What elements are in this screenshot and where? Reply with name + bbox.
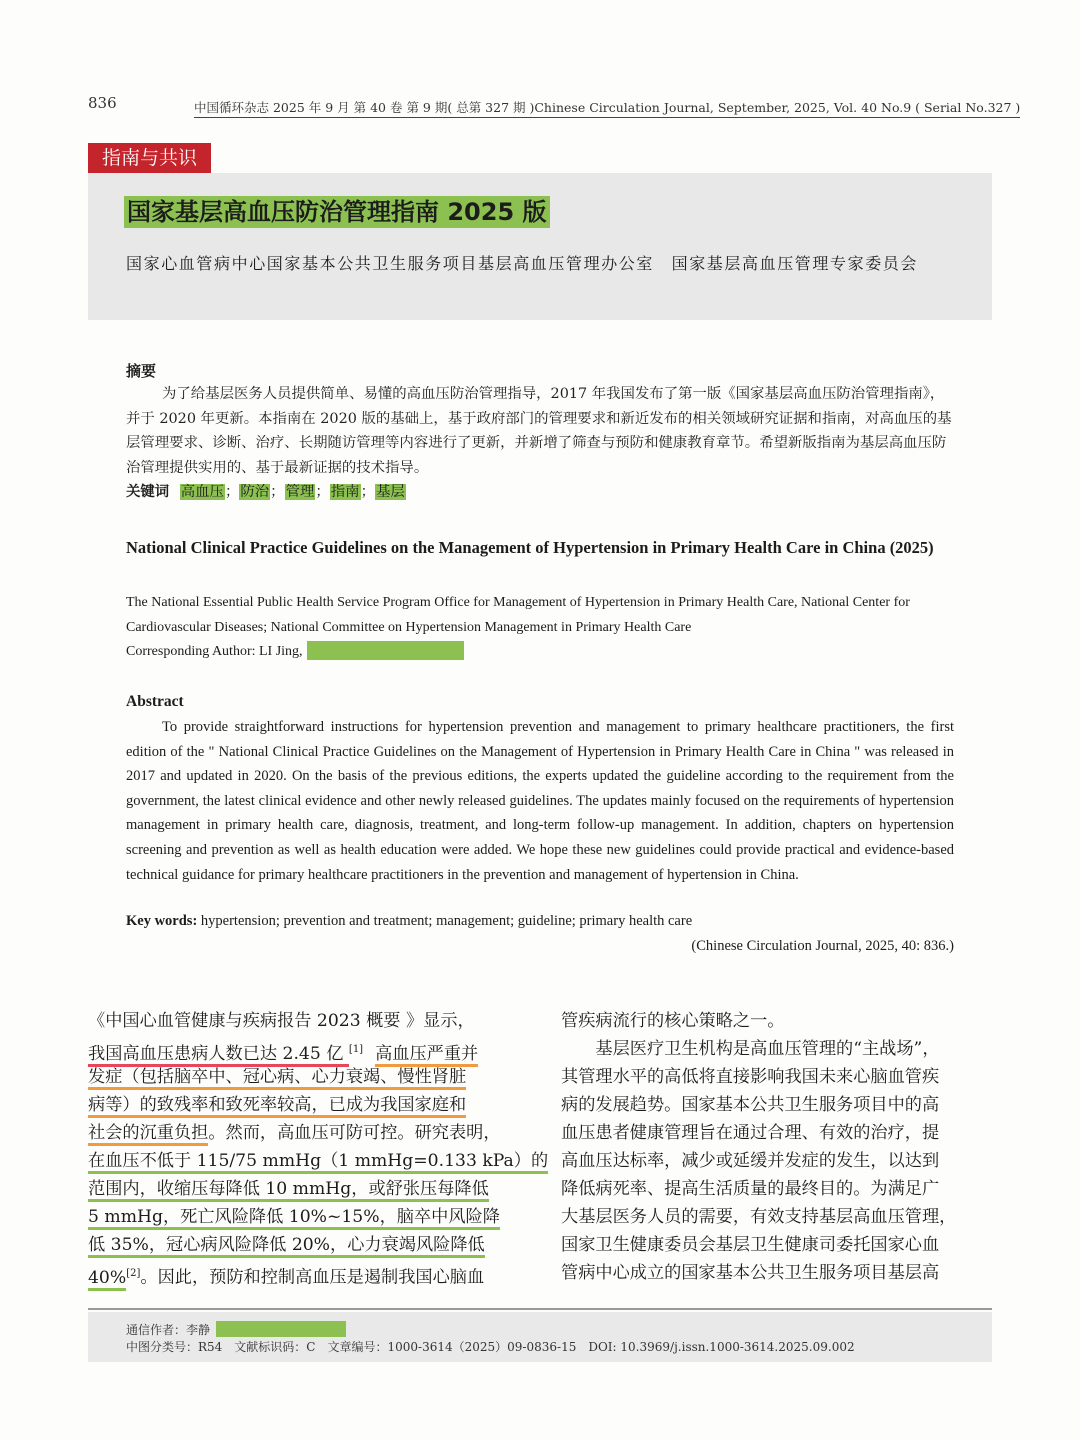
english-title: National Clinical Practice Guidelines on the Management of Hypertension in Primary Health Care in China (2025) bbox=[126, 538, 934, 557]
page-number: 836 bbox=[88, 94, 117, 112]
highlight-orange: 社会的沉重负担 bbox=[88, 1123, 208, 1146]
keywords-cn bbox=[126, 481, 406, 503]
reference-2[interactable]: [2] bbox=[126, 1268, 141, 1279]
body-line: 大基层医务人员的需要，有效支持基层高血压管理， bbox=[561, 1207, 957, 1227]
redaction-block bbox=[307, 641, 464, 660]
abstract-en-heading: Abstract bbox=[126, 693, 184, 710]
keywords-en-text: hypertension; prevention and treatment; management; guideline; primary health care bbox=[200, 913, 693, 929]
body-right-column bbox=[561, 1008, 993, 1288]
body-line bbox=[88, 1092, 466, 1120]
abstract-en-text: To provide straightforward instructions for hypertension prevention and management to primary healthcare practitioners, the first edition of the " National Clinical Practice Guidelines on the Management of Hypertension in Primary Health Care in China " was released in 2017 and updated in 2020. On the basis of the previous editions, the experts updated the guideline according to the requirement from the government, the latest clinical evidence and other newly released guidelines. The updates mainly focused on the requirements of hypertension management in primary health care, diagnosis, treatment, and long-term follow-up management. In addition, chapters on hypertension screening and prevention as well as health education were added. We hope these new guidelines could provide practical and evidence-based technical guidance for primary healthcare practitioners in the prevention and management of hypertension in China. bbox=[126, 719, 954, 883]
highlight-red: 我国高血压患病人数已达 2.45 亿 bbox=[88, 1044, 349, 1067]
highlight-green: 低 35%，冠心病风险降低 20%，心力衰竭风险降低 bbox=[88, 1235, 485, 1258]
footer-classification: 中图分类号：R54 文献标识码：C 文章编号：1000-3614（2025）09-0836-15 DOI: 10.3969/j.issn.1000-3614.2025.09.002 bbox=[126, 1340, 855, 1354]
footer-corresponding bbox=[126, 1321, 346, 1338]
keyword-separator: ； bbox=[315, 484, 330, 500]
highlight-green: 范围内，收缩压每降低 10 mmHg，或舒张压每降低 bbox=[88, 1179, 489, 1202]
keyword: 高血压 bbox=[180, 484, 224, 500]
body-line bbox=[88, 1148, 548, 1176]
highlight-green: 5 mmHg，死亡风险降低 10%~15%，脑卒中风险降 bbox=[88, 1207, 500, 1230]
body-line bbox=[88, 1176, 489, 1204]
highlight-orange: 发症（包括脑卒中、冠心病、心力衰竭、慢性肾脏 bbox=[88, 1067, 466, 1090]
body-line bbox=[88, 1232, 485, 1260]
keyword-separator: ； bbox=[270, 484, 285, 500]
body-line bbox=[88, 1064, 466, 1092]
body-left-column bbox=[88, 1008, 549, 1288]
footer-divider bbox=[88, 1308, 992, 1310]
reference-1[interactable]: [1] bbox=[348, 1044, 364, 1055]
redaction-block bbox=[216, 1321, 346, 1337]
body-line: 基层医疗卫生机构是高血压管理的“主战场”， bbox=[561, 1039, 940, 1059]
body-text: 《中国心血管健康与疾病报告 2023 概要 》显示， bbox=[88, 1011, 475, 1031]
highlight-green: 在血压不低于 115/75 mmHg（1 mmHg=0.133 kPa）的 bbox=[88, 1151, 548, 1174]
corresponding-author bbox=[126, 641, 464, 662]
body-line: 国家卫生健康委员会基层卫生健康司委托国家心血 bbox=[561, 1235, 940, 1255]
keyword: 管理 bbox=[285, 484, 315, 500]
corresponding-label: Corresponding Author: LI Jing, bbox=[126, 644, 303, 659]
authors-cn: 国家心血管病中心国家基本公共卫生服务项目基层高血压管理办公室 国家基层高血压管理专家委员会 bbox=[126, 254, 919, 273]
keyword: 防治 bbox=[240, 484, 270, 500]
body-text: 。然而，高血压可防可控。研究表明， bbox=[208, 1123, 501, 1143]
highlight-orange: 病等）的致残率和致死率较高，已成为我国家庭和 bbox=[88, 1095, 466, 1118]
abstract-cn-text: 为了给基层医务人员提供简单、易懂的高血压防治管理指导，2017 年我国发布了第一版《国家基层高血压防治管理指南》，并于 2020 年更新。本指南在 2020 版的基础上，基于政府部门的管理要求和新近发布的相关领域研究证据和指南，对高血压的基层管理要求、诊断、治疗、长期随访管理等内容进行了更新，并新增了筛查与预防和健康教育章节。希望新版指南为基层高血压防治管理提供实用的、基于最新证据的技术指导。 bbox=[126, 386, 952, 476]
body-line: 管病中心成立的国家基本公共卫生服务项目基层高 bbox=[561, 1263, 940, 1283]
body-line: 管疾病流行的核心策略之一。 bbox=[561, 1011, 785, 1031]
body-text: 。因此，预防和控制高血压是遏制我国心脑血 bbox=[140, 1267, 485, 1288]
keyword-separator: ； bbox=[224, 484, 240, 500]
keyword-separator: ； bbox=[360, 484, 375, 500]
body-line bbox=[88, 1120, 501, 1148]
keywords-cn-label: 关键词 bbox=[126, 483, 170, 500]
body-line: 血压患者健康管理旨在通过合理、有效的治疗，提 bbox=[561, 1123, 940, 1143]
body-line bbox=[88, 1008, 475, 1036]
abstract-cn-heading: 摘要 bbox=[126, 362, 157, 380]
article-title: 国家基层高血压防治管理指南 2025 版 bbox=[124, 196, 550, 228]
footer-corresponding-text: 通信作者：李静 bbox=[126, 1323, 211, 1337]
body-line: 降低病死率、提高生活质量的最终目的。为满足广 bbox=[561, 1179, 940, 1199]
body-line: 高血压达标率，减少或延缓并发症的发生，以达到 bbox=[561, 1151, 940, 1171]
body-line bbox=[88, 1204, 500, 1232]
highlight-green: 40% bbox=[88, 1268, 126, 1291]
keyword: 指南 bbox=[330, 484, 360, 500]
body-line: 其管理水平的高低将直接影响我国未来心脑血管疾 bbox=[561, 1067, 940, 1087]
keywords-en-label: Key words: bbox=[126, 913, 198, 929]
keywords-en bbox=[126, 913, 692, 930]
citation: (Chinese Circulation Journal, 2025, 40: 836.) bbox=[691, 938, 954, 954]
english-authors: The National Essential Public Health Service Program Office for Management of Hypertension in Primary Health Care, National Center for Cardiovascular Diseases; National Committee on Hypertension Management in Primary Health Care bbox=[126, 595, 910, 635]
body-line bbox=[88, 1260, 484, 1293]
running-header: 中国循环杂志 2025 年 9 月 第 40 卷 第 9 期( 总第 327 期 )Chinese Circulation Journal, September, 2025, Vol. 40 No.9 ( Serial No.327 ) bbox=[194, 98, 1020, 118]
body-line: 病的发展趋势。国家基本公共卫生服务项目中的高 bbox=[561, 1095, 940, 1115]
keyword: 基层 bbox=[375, 484, 405, 500]
section-tag: 指南与共识 bbox=[88, 143, 211, 174]
highlight-orange: 高血压严重并 bbox=[375, 1044, 478, 1067]
